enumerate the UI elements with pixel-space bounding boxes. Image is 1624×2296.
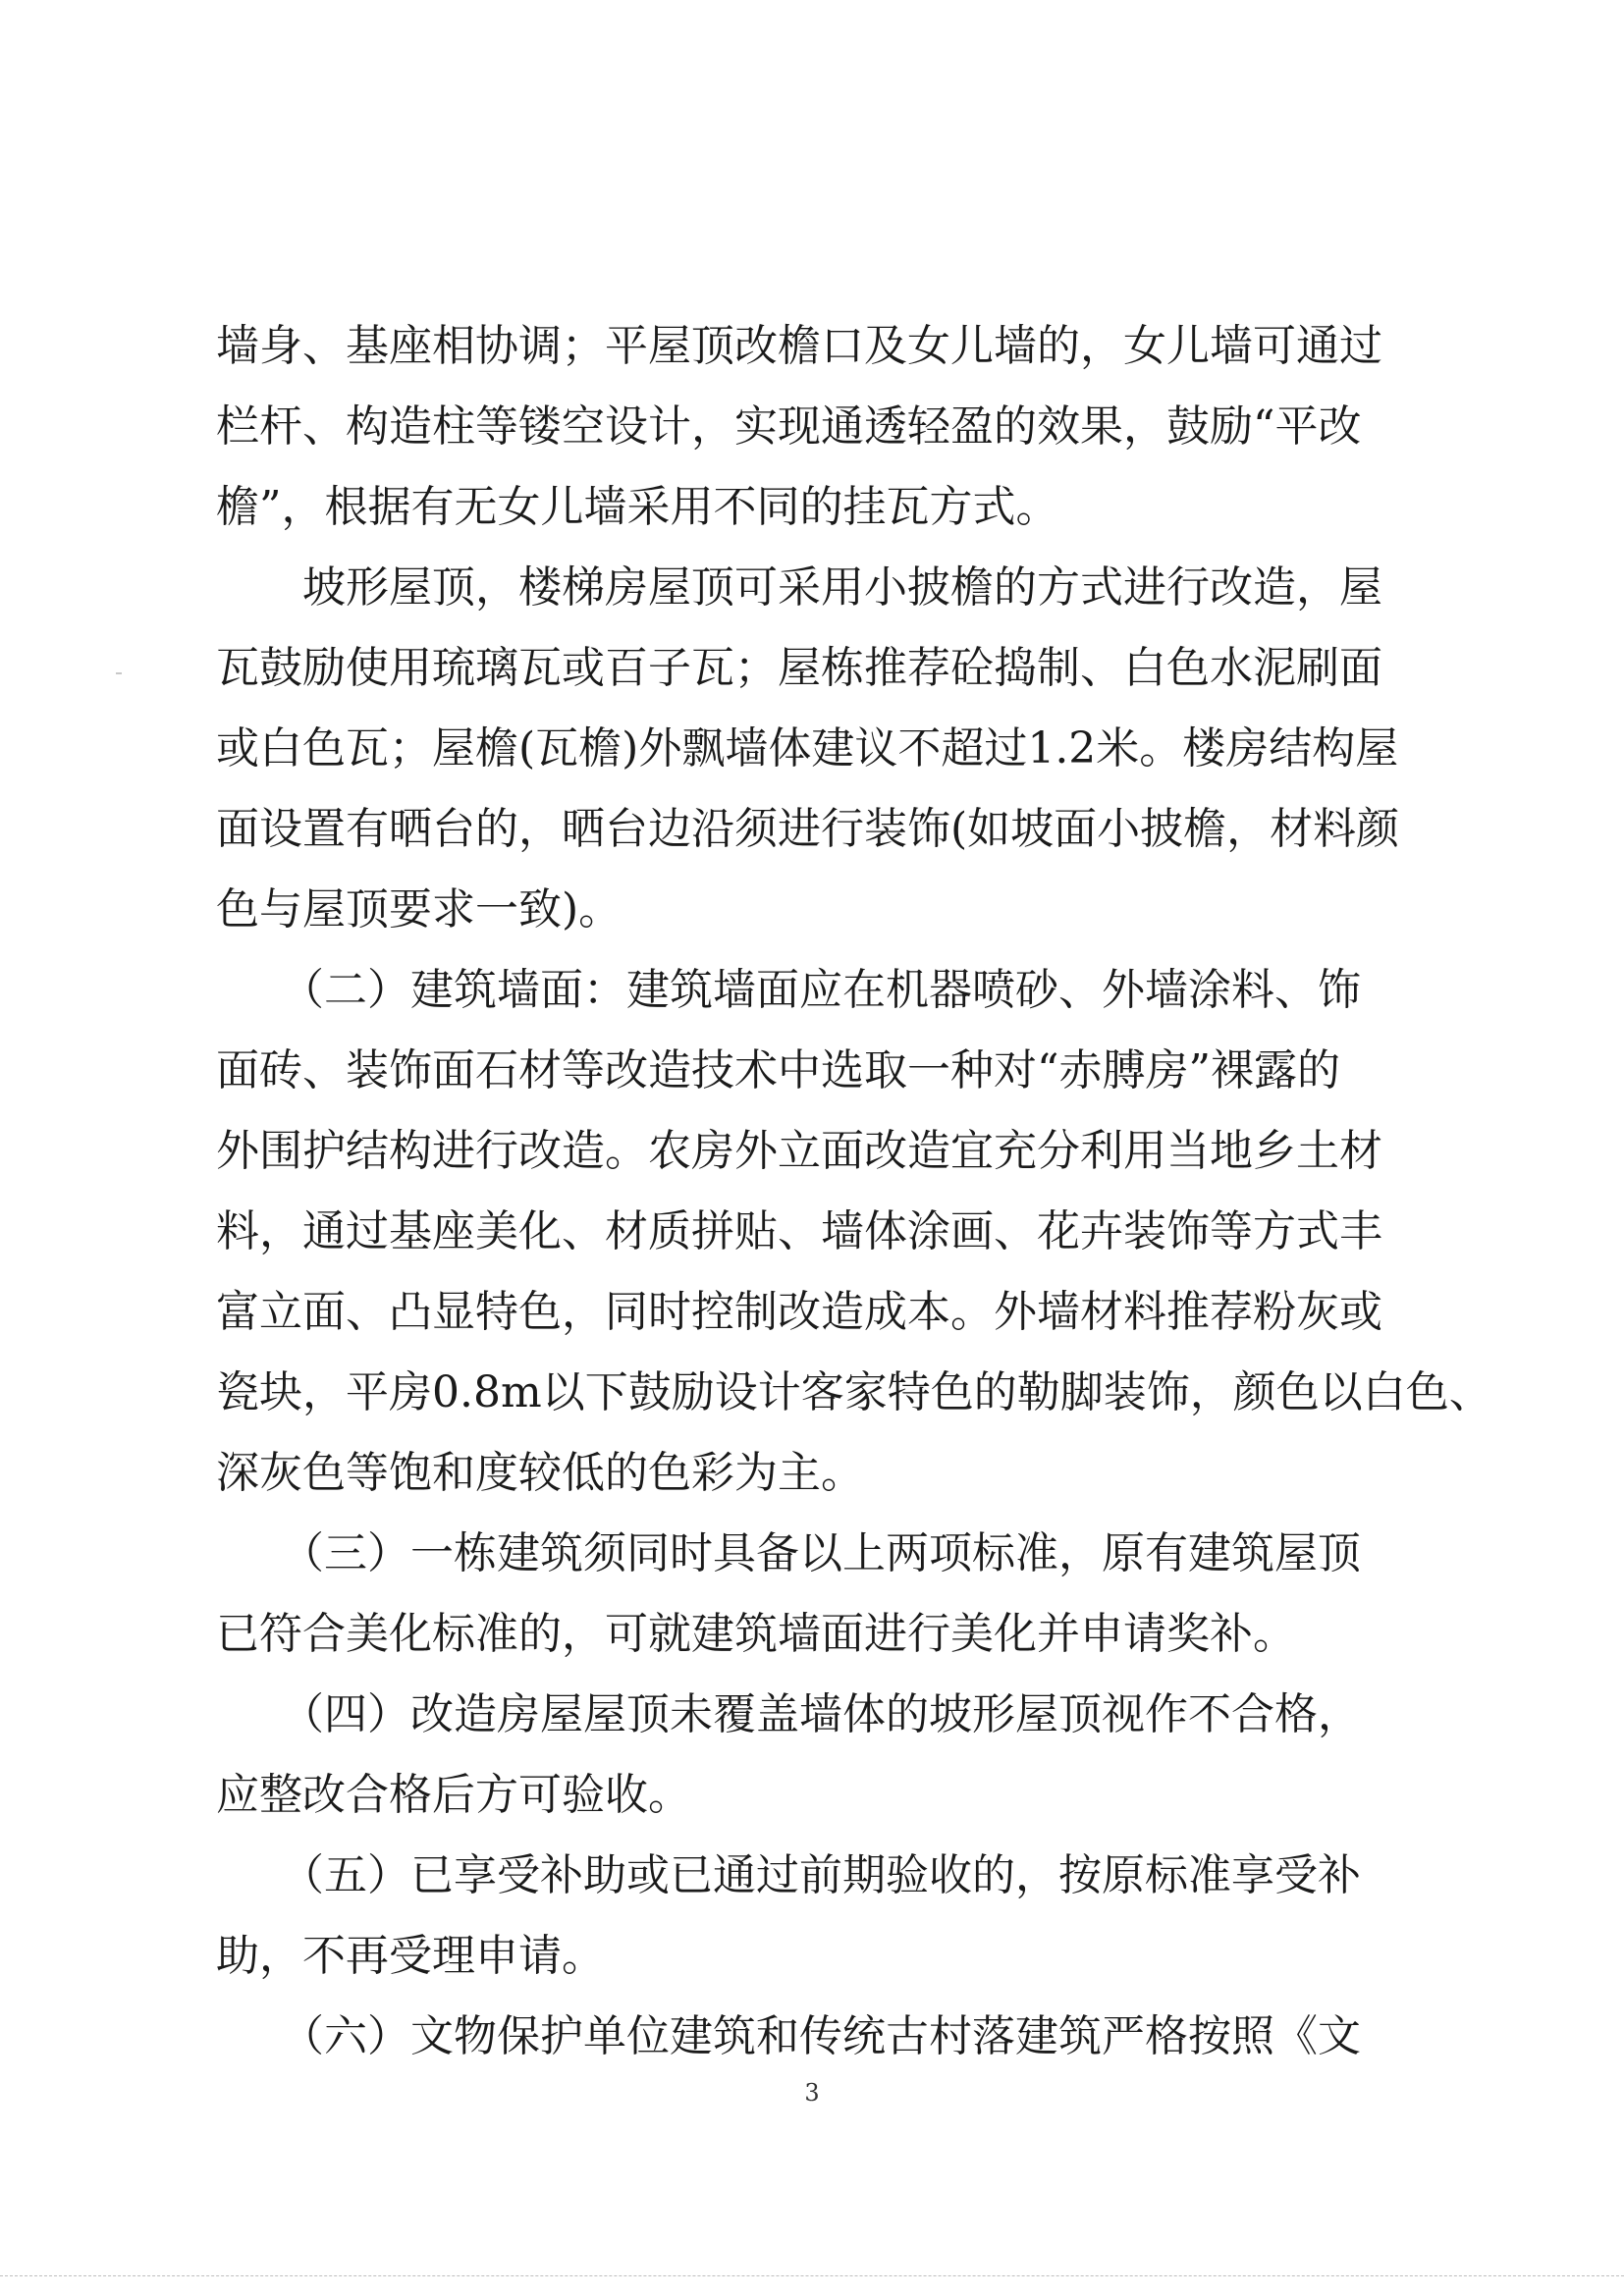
text-line: 墙身、基座相协调；平屋顶改檐口及女儿墙的，女儿墙可通过 [216,321,1382,371]
text-line: 栏杆、构造柱等镂空设计，实现通透轻盈的效果，鼓励“平改 [216,401,1362,452]
text-line: 面砖、装饰面石材等改造技术中选取一种对“赤膊房”裸露的 [216,1045,1340,1095]
text-line: 面设置有晒台的，晒台边沿须进行装饰(如坡面小披檐，材料颜 [216,804,1400,854]
body-text [216,306,1492,2077]
text-line: （五）已享受补助或已通过前期验收的，按原标准享受补 [216,1850,1361,1900]
text-line: 或白色瓦；屋檐(瓦檐)外飘墙体建议不超过1.2米。楼房结构屋 [216,723,1399,774]
text-line: 料，通过基座美化、材质拼贴、墙体涂画、花卉装饰等方式丰 [216,1206,1382,1256]
text-line: （六）文物保护单位建筑和传统古村落建筑严格按照《文 [216,2011,1361,2061]
text-line: 已符合美化标准的，可就建筑墙面进行美化并申请奖补。 [216,1609,1296,1659]
text-line: （四）改造房屋屋顶未覆盖墙体的坡形屋顶视作不合格， [216,1689,1361,1739]
text-line: 瓦鼓励使用琉璃瓦或百子瓦；屋栋推荐砼捣制、白色水泥刷面 [216,643,1382,693]
text-line: 瓷块，平房0.8m以下鼓励设计客家特色的勒脚装饰，颜色以白色、 [216,1367,1492,1417]
text-line: 外围护结构进行改造。农房外立面改造宜充分利用当地乡土材 [216,1126,1382,1176]
text-line: 色与屋顶要求一致)。 [216,884,623,934]
page-number: 3 [804,2079,820,2107]
text-line: 应整改合格后方可验收。 [216,1770,691,1820]
text-line: （二）建筑墙面：建筑墙面应在机器喷砂、外墙涂料、饰 [216,965,1361,1015]
scan-edge-line [0,2275,1624,2276]
text-line: 坡形屋顶，楼梯房屋顶可采用小披檐的方式进行改造，屋 [216,562,1382,613]
text-line: 檐”，根据有无女儿墙采用不同的挂瓦方式。 [216,482,1059,532]
text-line: 富立面、凸显特色，同时控制改造成本。外墙材料推荐粉灰或 [216,1287,1382,1337]
text-line: （三）一栋建筑须同时具备以上两项标准，原有建筑屋顶 [216,1528,1361,1578]
text-line: 助，不再受理申请。 [216,1931,605,1981]
scan-speck [116,672,122,674]
text-line: 深灰色等饱和度较低的色彩为主。 [216,1448,864,1498]
